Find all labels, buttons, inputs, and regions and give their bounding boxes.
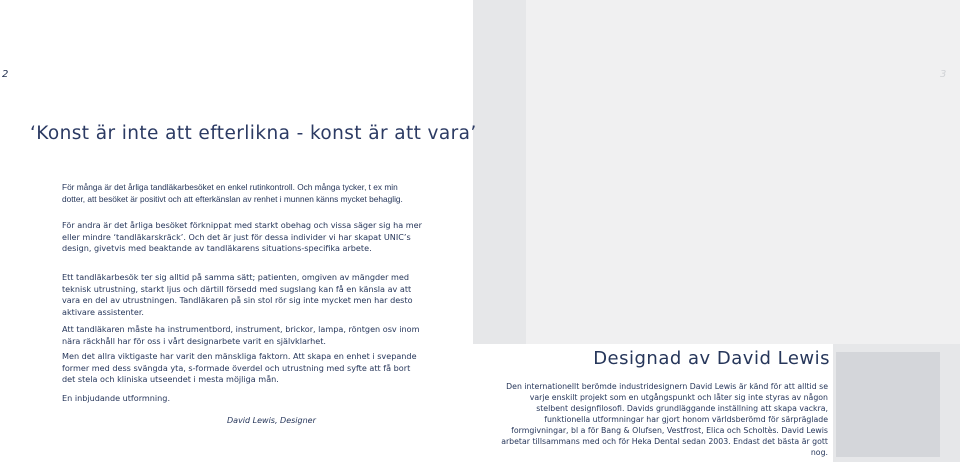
- paragraph-3: [62, 272, 422, 318]
- paragraph-text: Att tandläkaren måste ha instrumentbord, instrument, brickor, lampa, röntgen osv inom nära räckhåll har för oss i vårt designarbete varit en självklarhet.: [62, 324, 420, 346]
- paragraph-text: Ett tandläkarbesök ter sig alltid på samma sätt; patienten, omgiven av mängder med teknisk utrustning, starkt ljus och därtill försedd med sugslang kan få en känsla av att vara en del av utrustningen. Tandläkaren på sin stol rör sig inte mycket men har desto aktivare assistenter.: [62, 272, 413, 317]
- paragraph-1: [62, 182, 422, 205]
- paragraph-5: [62, 351, 422, 386]
- page-number-left: 2: [2, 69, 9, 80]
- paragraph-text: En inbjudande utformning.: [62, 393, 171, 403]
- designer-caption: David Lewis, Designer: [227, 416, 316, 425]
- paragraph-4: [62, 324, 422, 347]
- paragraph-text: För många är det årliga tandläkarbesöket en enkel rutinkontroll. Och många tycker, t ex min dotter, att besöket är positivt och att efterkänslan av renhet i munnen känns mycket behaglig.: [62, 182, 403, 204]
- paragraph-2: [62, 220, 422, 255]
- designer-heading: Designad av David Lewis: [593, 348, 830, 369]
- paragraph-text: För andra är det årliga besöket förknippat med starkt obehag och vissa säger sig ha mer eller mindre ‘tandläkarskräck’. Och det är just för dessa individer vi har skapat UNIC’s design, givetvis med beaktande av tandläkarens situations-specifika arbete.: [62, 220, 422, 253]
- designer-bio: Den internationellt berömde industridesignern David Lewis är känd för att alltid se varje enskilt projekt som en utgångspunkt och låter sig inte styras av någon stelbent designfilosofi. Davids grundläggande inställning att skapa vackra, funktionella utformningar har gjort honom världsberömd för särpräglade formgivningar, bl a för Bang & Olufsen, Vestfrost, Elica och Scholtès. David Lewis arbetar tillsammans med och för Heka Dental sedan 2003. Endast det bästa är gott nog.: [501, 382, 828, 457]
- page-number-right: 3: [940, 69, 947, 80]
- product-photo-area: [526, 0, 960, 344]
- page-title: ‘Konst är inte att efterlikna - konst är att vara’: [30, 123, 477, 144]
- paragraph-text: Men det allra viktigaste har varit den mänskliga faktorn. Att skapa en enhet i svepande former med dess svängda yta, s-formade överdel och utrustning med syfte att få bort det stela och kliniska utseendet i mesta möjliga mån.: [62, 351, 417, 384]
- decorative-grey-box: [836, 352, 940, 457]
- paragraph-6: [62, 393, 422, 405]
